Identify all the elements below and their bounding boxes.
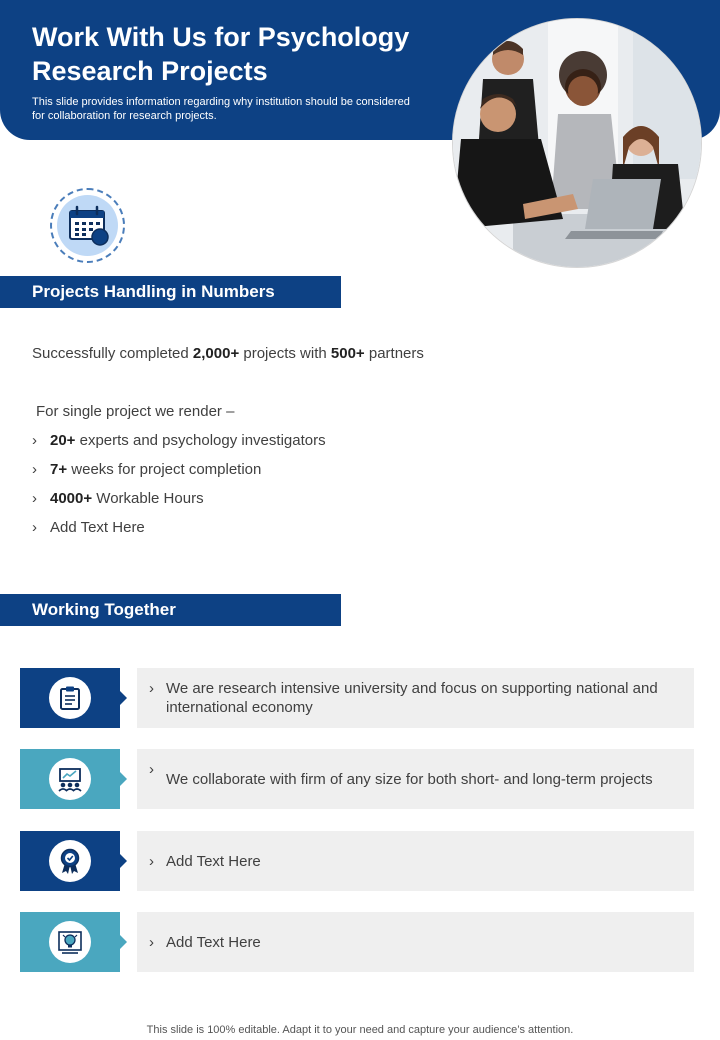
chevron-icon: › [32,519,37,536]
working-heading: Working Together [0,594,341,626]
chevron-icon: › [149,852,154,870]
working-item-text: We collaborate with firm of any size for both short- and long-term projects [166,770,653,788]
page-subtitle: This slide provides information regarding why institution should be considered for collaboration for research projects. [32,96,410,122]
presentation-team-icon [57,766,83,792]
chevron-icon: › [149,761,154,778]
partners-count: 500+ [330,345,365,362]
page-title: Work With Us for Psychology Research Projects [32,22,410,86]
chevron-icon: › [149,933,154,951]
list-item: › 20+ experts and psychology investigators [32,432,326,449]
working-item-panel [137,668,694,728]
idea-bulb-icon [57,929,83,955]
working-item [20,749,694,809]
chevron-icon: › [32,432,37,449]
calendar-icon [57,195,118,256]
working-item-text: Add Text Here [166,852,261,870]
icon-tile [20,912,120,972]
list-item: › 4000+ Workable Hours [32,490,204,507]
chevron-icon: › [32,461,37,478]
team-at-laptop-photo [452,18,702,268]
numbers-lead: Successfully completed 2,000+ projects with 500+ partners [32,345,424,362]
numbers-heading: Projects Handling in Numbers [0,276,341,308]
projects-count: 2,000+ [192,345,240,362]
icon-tile [20,668,120,728]
icon-tile [20,831,120,891]
working-item [20,668,694,728]
working-item [20,912,694,972]
render-list [32,431,326,547]
icon-tile [20,749,120,809]
render-intro: For single project we render – [36,403,235,420]
chevron-icon: › [149,680,154,697]
chevron-icon: › [32,490,37,507]
list-item: › 7+ weeks for project completion [32,461,262,478]
list-item: › Add Text Here [32,519,145,536]
working-item-panel [137,749,694,809]
working-item-panel [137,831,694,891]
footer-note: This slide is 100% editable. Adapt it to your need and capture your audience’s attention. [146,1024,574,1036]
working-item [20,831,694,891]
working-item-text: We are research intensive university and focus on supporting national and international economy [166,680,658,716]
working-item-text: Add Text Here [166,933,261,951]
calendar-badge [50,188,125,263]
working-item-panel [137,912,694,972]
clipboard-icon [57,685,83,711]
award-ribbon-icon [57,848,83,874]
